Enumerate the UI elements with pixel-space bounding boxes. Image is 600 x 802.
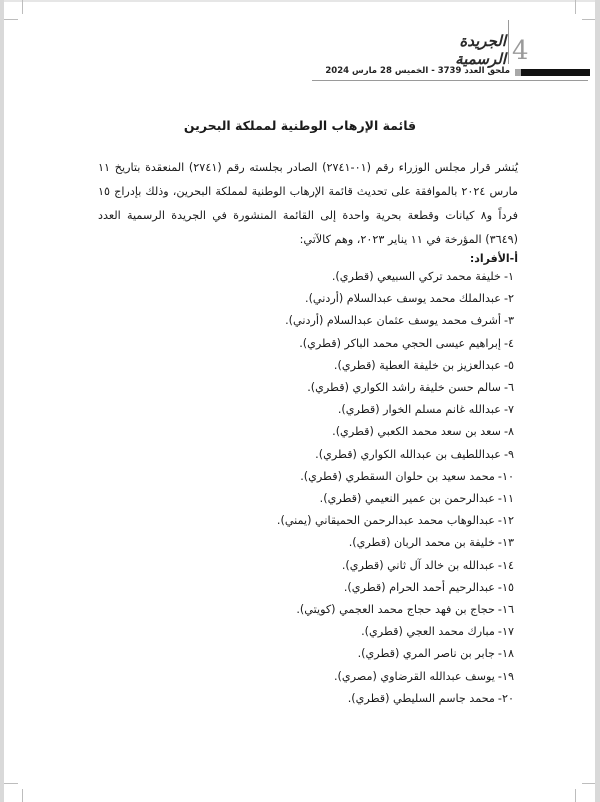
crop-mark <box>575 789 576 802</box>
item-text: إبراهيم عيسى الحجي محمد الباكر (قطري). <box>299 336 501 350</box>
item-text: جابر بن ناصر المري (قطري). <box>357 647 495 661</box>
list-item <box>98 288 518 310</box>
intro-paragraph: يُنشر قرار مجلس الوزراء رقم (٠١-٢٧٤١) الصادر بجلسته رقم (٢٧٤١) المنعقدة بتاريخ ١١ مارس ٢٠٢٤ بالموافقة على تحديث قائمة الإرهاب الوطنية لمملكة البحرين، وذلك بإدراج ١٥ فرداً و٨ كيانات وقطعة بحرية واحدة إلى القائمة المنشورة في الجريدة الرسمية العدد (٣٦٤٩) المؤرخة في ١١ يناير ٢٠٢٣، وهم كالآتي: <box>98 161 518 246</box>
crop-mark <box>4 783 18 784</box>
document-body <box>98 156 518 710</box>
members-list <box>98 266 518 710</box>
masthead-logo: الجريدة الرسمية <box>455 32 506 68</box>
item-number: ٦- <box>503 381 514 395</box>
page-edge-left <box>0 0 4 802</box>
item-number: ٣- <box>503 314 514 328</box>
item-number: ١٩- <box>497 669 514 683</box>
item-number: ٨- <box>503 425 514 439</box>
item-text: سعد بن سعد محمد الكعبي (قطري). <box>332 425 501 439</box>
item-text: يوسف عبدالله القرضاوي (مصري). <box>333 669 495 683</box>
page-edge-right <box>595 0 600 802</box>
crop-mark <box>582 783 595 784</box>
list-item <box>98 444 518 466</box>
list-item <box>98 488 518 510</box>
item-text: عبدالرحيم أحمد الحرام (قطري). <box>343 580 495 594</box>
list-item <box>98 643 518 665</box>
item-number: ٤- <box>503 336 514 350</box>
item-number: ١٢- <box>497 514 514 528</box>
item-text: أشرف محمد يوسف عثمان عبدالسلام (أردني). <box>285 314 501 328</box>
item-number: ١٠- <box>497 469 514 483</box>
item-number: ٥- <box>503 358 514 372</box>
list-item <box>98 355 518 377</box>
item-text: خليفة محمد تركي السبيعي (قطري). <box>331 270 501 283</box>
section-heading: أ-الأفراد: <box>469 252 518 265</box>
list-item <box>98 688 518 710</box>
list-item <box>98 333 518 355</box>
item-number: ٩- <box>503 447 514 461</box>
header-rule <box>312 80 588 81</box>
item-number: ١٧- <box>497 625 514 639</box>
list-item <box>98 555 518 577</box>
crop-mark <box>22 789 23 802</box>
item-text: عبدالملك محمد يوسف عبدالسلام (أردني). <box>305 292 501 306</box>
list-item <box>98 266 518 288</box>
header-divider <box>508 20 509 64</box>
list-item <box>98 466 518 488</box>
list-item <box>98 310 518 332</box>
list-item <box>98 621 518 643</box>
list-item <box>98 577 518 599</box>
item-text: عبداللطيف بن عبدالله الكواري (قطري). <box>315 447 501 461</box>
item-number: ١٤- <box>497 558 514 572</box>
list-item <box>98 532 518 554</box>
item-number: ١- <box>503 270 514 283</box>
item-text: خليفة بن محمد الربان (قطري). <box>348 536 495 550</box>
item-text: عبدالوهاب محمد عبدالرحمن الحميقاني (يمني). <box>276 514 495 528</box>
item-number: ١٥- <box>497 580 514 594</box>
list-item <box>98 377 518 399</box>
item-number: ١١- <box>497 492 514 506</box>
page-header <box>0 0 600 90</box>
header-accent-bar <box>521 69 590 76</box>
item-number: ١٦- <box>497 603 514 617</box>
item-number: ٢- <box>503 292 514 306</box>
item-text: محمد سعيد بن حلوان السقطري (قطري). <box>300 469 495 483</box>
item-text: مبارك محمد العجي (قطري). <box>361 625 495 639</box>
item-text: عبدالله بن خالد آل ثاني (قطري). <box>341 558 495 572</box>
item-number: ٢٠- <box>497 691 514 705</box>
item-number: ١٣- <box>497 536 514 550</box>
item-text: محمد جاسم السليطي (قطري). <box>347 691 495 705</box>
item-number: ٧- <box>503 403 514 417</box>
list-item <box>98 421 518 443</box>
list-item <box>98 599 518 621</box>
item-text: سالم حسن خليفة راشد الكواري (قطري). <box>307 381 501 395</box>
item-text: عبدالعزيز بن خليفة العطية (قطري). <box>333 358 501 372</box>
list-item <box>98 510 518 532</box>
list-item <box>98 666 518 688</box>
item-text: حجاج بن فهد حجاج محمد العجمي (كويتي). <box>296 603 495 617</box>
item-text: عبدالرحمن بن عمير النعيمي (قطري). <box>319 492 495 506</box>
document-title: قائمة الإرهاب الوطنية لمملكة البحرين <box>183 118 417 133</box>
item-text: عبدالله غانم مسلم الخوار (قطري). <box>337 403 501 417</box>
list-item <box>98 399 518 421</box>
issue-line: ملحق العدد 3739 - الخميس 28 مارس 2024 <box>325 66 510 76</box>
item-number: ١٨- <box>497 647 514 661</box>
page-number: 4 <box>512 36 529 66</box>
